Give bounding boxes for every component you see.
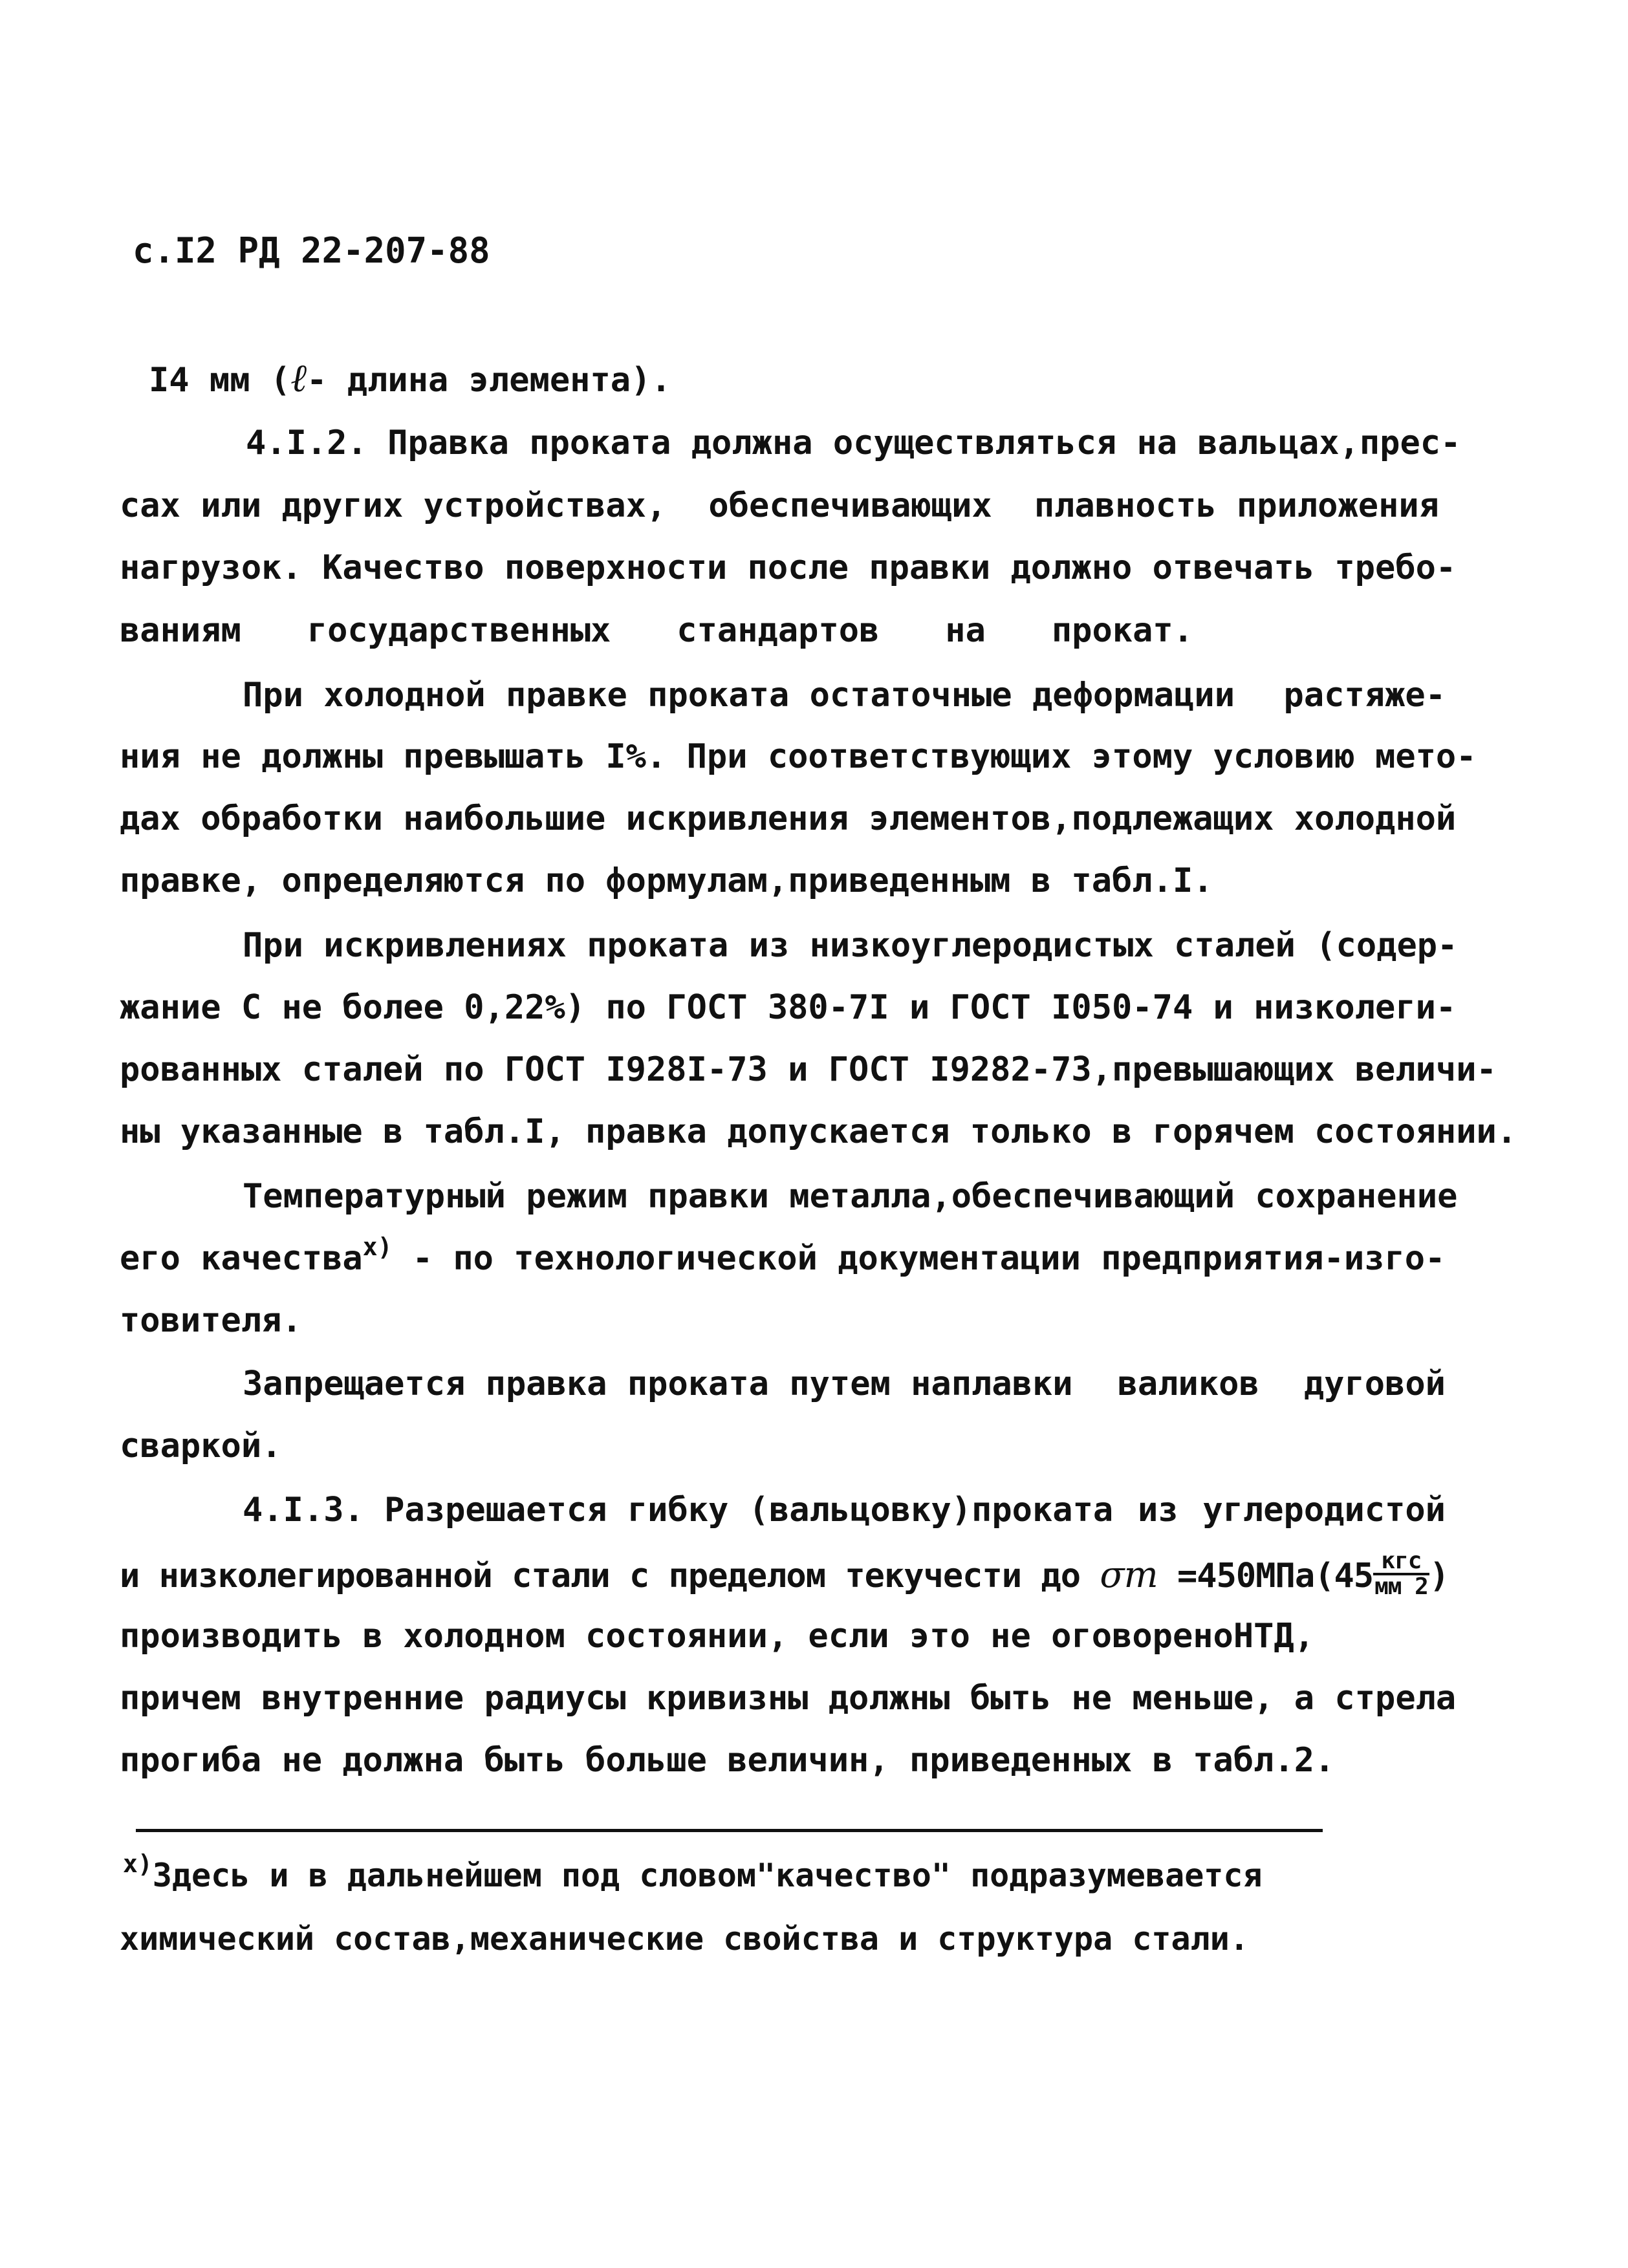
paragraph-line bbox=[243, 1365, 1446, 1403]
text-fragment: ) bbox=[1429, 1557, 1449, 1595]
text-fragment: и низколегированной стали с пределом текучести до bbox=[120, 1557, 1081, 1595]
footnote-marker: x) bbox=[123, 1850, 153, 1878]
length-symbol: ℓ bbox=[290, 356, 307, 401]
text-fragment: его качества bbox=[120, 1239, 363, 1278]
paragraph-line: ния не должны превышать I%. При соответствующих этому условию мето- bbox=[120, 737, 1477, 776]
text-fragment: При холодной правке проката остаточные деформации bbox=[243, 676, 1235, 715]
text-fragment: из bbox=[1137, 1491, 1178, 1529]
text-fragment: НТД, bbox=[1233, 1617, 1315, 1656]
yield-stress-symbol: σт bbox=[1100, 1554, 1158, 1596]
paragraph-line: правке, определяются по формулам,приведенным в табл.I. bbox=[120, 861, 1213, 900]
unit-fraction bbox=[1373, 1550, 1429, 1599]
text-fragment: плавность приложения bbox=[1034, 486, 1439, 525]
text-fragment: углеродистой bbox=[1202, 1491, 1446, 1529]
text-fragment: Запрещается правка проката путем наплавки bbox=[243, 1365, 1073, 1403]
paragraph-line bbox=[120, 1233, 1446, 1280]
text-fragment: - длина элемента). bbox=[307, 361, 671, 400]
paragraph-line bbox=[120, 1617, 1315, 1656]
footnote-divider bbox=[136, 1829, 1323, 1832]
paragraph-line bbox=[120, 486, 1439, 525]
text-fragment: на bbox=[945, 611, 986, 650]
text-fragment: ваниям bbox=[120, 611, 241, 650]
paragraph-line: товителя. bbox=[120, 1301, 302, 1340]
paragraph-line: 4.I.2. Правка проката должна осуществляться на вальцах,прес- bbox=[246, 424, 1461, 462]
paragraph-line: При искривлениях проката из низкоуглеродистых сталей (содер- bbox=[243, 926, 1458, 965]
text-fragment: =450МПа(45 bbox=[1177, 1557, 1374, 1595]
fraction-denominator: мм 2 bbox=[1374, 1573, 1428, 1600]
text-fragment: государственных bbox=[307, 611, 611, 650]
footnote-line: химический состав,механические свойства и структура стали. bbox=[120, 1920, 1249, 1958]
text-fragment: производить в холодном состоянии, если это не оговорено bbox=[120, 1617, 1233, 1656]
paragraph-line: дах обработки наибольшие искривления элементов,подлежащих холодной bbox=[120, 799, 1457, 838]
text-fragment: валиков bbox=[1117, 1365, 1259, 1403]
text-fragment: - по технологической документации предприятия-изго- bbox=[412, 1239, 1446, 1278]
page-header: с.I2 РД 22-207-88 bbox=[133, 230, 490, 271]
footnote-line bbox=[123, 1850, 1263, 1897]
paragraph-line bbox=[120, 611, 1193, 650]
text-fragment: Здесь и в дальнейшем под словом"качество" подразумевается bbox=[152, 1857, 1263, 1894]
paragraph-line bbox=[120, 1548, 1449, 1603]
text-fragment: сах или других устройствах, bbox=[120, 486, 667, 525]
paragraph-line: Температурный режим правки металла,обеспечивающий сохранение bbox=[243, 1177, 1458, 1216]
paragraph-line: прогиба не должна быть больше величин, приведенных в табл.2. bbox=[120, 1741, 1335, 1780]
text-fragment: растяже- bbox=[1283, 676, 1446, 715]
paragraph-line: нагрузок. Качество поверхности после правки должно отвечать требо- bbox=[120, 548, 1457, 587]
text-fragment: прокат. bbox=[1051, 611, 1193, 650]
text-fragment: обеспечивающих bbox=[708, 486, 992, 525]
text-fragment: I4 мм ( bbox=[149, 361, 291, 400]
text-fragment: 4.I.3. Разрешается гибку (вальцовку)проката bbox=[243, 1491, 1114, 1529]
paragraph-line: сваркой. bbox=[120, 1427, 282, 1465]
text-fragment: дуговой bbox=[1303, 1365, 1446, 1403]
paragraph-line: причем внутренние радиусы кривизны должны быть не меньше, а стрела bbox=[120, 1679, 1457, 1718]
paragraph-line bbox=[243, 676, 1446, 715]
fraction-numerator: кгс bbox=[1373, 1550, 1429, 1575]
text-fragment: стандартов bbox=[677, 611, 880, 650]
paragraph-line bbox=[149, 356, 671, 401]
paragraph-line: рованных сталей по ГОСТ I928I-73 и ГОСТ I9282-73,превышающих величи- bbox=[120, 1050, 1497, 1089]
paragraph-line bbox=[243, 1491, 1446, 1529]
paragraph-line: жание С не более 0,22%) по ГОСТ 380-7I и ГОСТ I050-74 и низколеги- bbox=[120, 988, 1457, 1027]
footnote-reference: x) bbox=[362, 1233, 393, 1261]
paragraph-line: ны указанные в табл.I, правка допускается только в горячем состоянии. bbox=[120, 1112, 1517, 1151]
